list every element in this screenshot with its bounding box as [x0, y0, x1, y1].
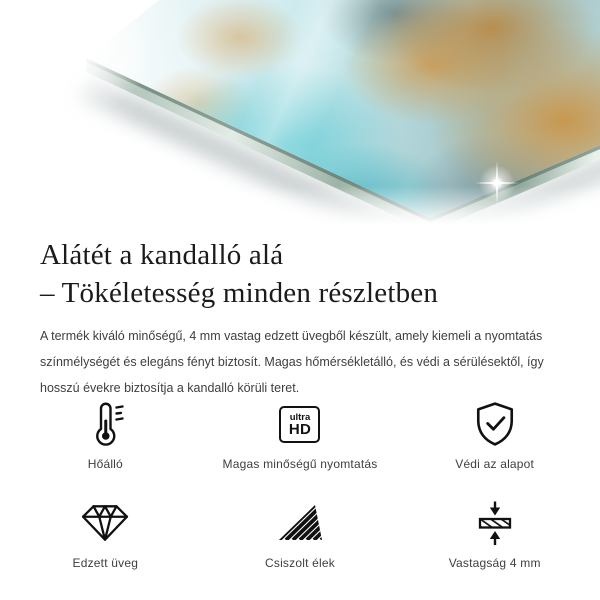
feature-ultra-hd-print	[203, 400, 398, 471]
ultra-hd-icon-text-bottom: HD	[288, 421, 312, 439]
feature-label: Edzett üveg	[72, 556, 139, 570]
feature-label: Magas minőségű nyomtatás	[222, 457, 378, 471]
ultra-hd-icon-text-top: ultra	[289, 411, 311, 423]
page-title-line1: Alátét a kandalló alá	[40, 239, 284, 271]
feature-label: Vastagság 4 mm	[448, 556, 541, 570]
feature-tempered-glass	[8, 499, 203, 570]
description-line: A termék kiváló minőségű, 4 mm vastag edzett üvegből készült, amely kiemeli a nyomtatás	[40, 329, 543, 343]
diamond-icon	[81, 499, 129, 547]
feature-label: Védi az alapot	[455, 457, 535, 471]
feature-thickness-4mm	[397, 499, 592, 570]
description-line: hosszú évekre biztosítja a kandalló körüli teret.	[40, 381, 300, 395]
sparkle-glint-icon	[475, 161, 519, 205]
feature-label: Hőálló	[87, 457, 123, 471]
description-line: színmélységét és elegáns fényt biztosít. Magas hőmérsékletálló, és védi a sérülésektől, így	[40, 355, 544, 369]
ultra-hd-icon	[279, 400, 320, 448]
page-title	[40, 236, 560, 312]
feature-heat-resistant	[8, 400, 203, 471]
product-image	[0, 0, 600, 232]
feature-grid	[8, 400, 592, 570]
feature-protects-base	[397, 400, 592, 471]
feature-label: Csiszolt élek	[265, 556, 335, 570]
thickness-icon	[471, 499, 519, 547]
product-description	[40, 323, 560, 401]
feature-polished-edges	[203, 499, 398, 570]
thermometer-icon	[81, 400, 129, 448]
page-title-line2: – Tökéletesség minden részletben	[40, 277, 439, 309]
polished-edges-icon	[276, 499, 324, 547]
shield-check-icon	[474, 400, 516, 448]
